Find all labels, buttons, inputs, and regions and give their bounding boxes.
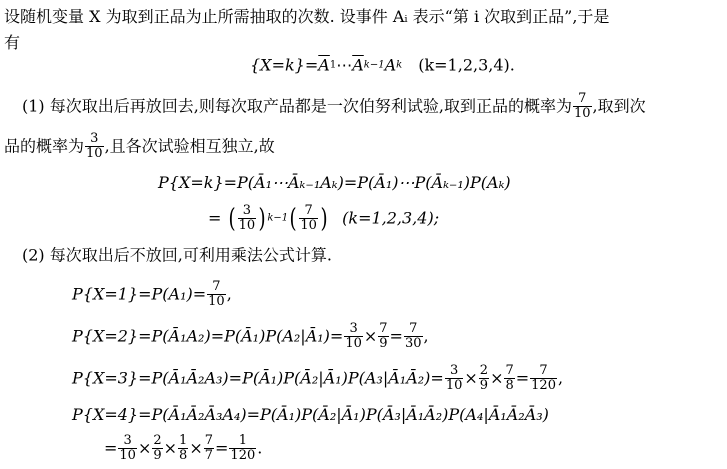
event-equation: $\{X=k\}=\overline{A}1\cdots\overline{A}k-1Ak$ (k=1,2,3,4). bbox=[250, 55, 515, 75]
intro-line-1: 设随机变量 X 为取到正品为止所需抽取的次数. 设事件 Aᵢ 表示“第 i 次取到正品”,于是 bbox=[4, 7, 610, 26]
part1-text-a: 每次取出后再放回去,则每次取产品都是一次伯努利试验,取到正品的概率为 bbox=[49, 96, 572, 116]
event-condition: (k=1,2,3,4). bbox=[418, 55, 515, 75]
x2-result-fraction: $\frac{7}{30}$ bbox=[404, 321, 422, 351]
event-abar-k: $\overline{A}$ bbox=[352, 55, 364, 75]
prob-x2-line: P{X=2}=P(Ā₁A₂)=P(Ā₁)P(A₂|Ā₁)= $\frac{3}{10}$ × $\frac{7}{9}$ = $\frac{7}{30}$ , bbox=[72, 321, 429, 351]
part1-line-a bbox=[22, 92, 646, 121]
x2-fraction-1: $\frac{3}{10}$ bbox=[345, 321, 362, 351]
x2-fraction-2: $\frac{7}{9}$ bbox=[379, 321, 388, 351]
part1-eq-2: = ( $\frac{3}{10}$ ) k−1( $\frac{7}{10}$ ) (k=1,2,3,4); bbox=[208, 203, 440, 234]
x3-fraction-3: $\frac{7}{8}$ bbox=[505, 363, 514, 393]
event-abar-1: $\overline{A}$ bbox=[318, 55, 330, 75]
eq2-condition: (k=1,2,3,4); bbox=[342, 208, 440, 228]
prob-x1-line: P{X=1}=P(A₁)= $\frac{7}{10}$ , bbox=[72, 279, 232, 309]
x1-fraction: $\frac{7}{10}$ bbox=[208, 279, 225, 309]
x4-fraction-1: $\frac{3}{10}$ bbox=[119, 433, 136, 463]
prob-x4-line-a: P{X=4}=P(Ā₁Ā₂Ā₃A₄)=P(Ā₁)P(Ā₂|Ā₁)P(Ā₃|Ā₁Ā₂)P(A₄|Ā₁Ā₂Ā₃) bbox=[72, 405, 549, 424]
event-lhs: {X=k}= bbox=[250, 55, 319, 75]
eq2-fraction-1: $\frac{3}{10}$ bbox=[238, 203, 256, 233]
part2-label: (2) bbox=[22, 245, 45, 265]
part1-label: (1) bbox=[22, 96, 45, 116]
part1-eq-1: P{X=k}=P(Ā₁⋯Āₖ₋₁Aₖ)=P(Ā₁)⋯P(Āₖ₋₁)P(Aₖ) bbox=[158, 173, 511, 192]
x4-fraction-3: $\frac{1}{8}$ bbox=[179, 433, 188, 463]
eq2-exponent: k−1 bbox=[267, 212, 289, 224]
part1-line-b bbox=[4, 132, 275, 161]
event-a-k: A bbox=[384, 55, 397, 75]
part1-text-c: 品的概率为 bbox=[4, 136, 85, 156]
prob-defect-fraction: $\frac{3}{10}$ bbox=[86, 131, 103, 161]
part1-text-b: ,取到次 bbox=[592, 96, 646, 116]
part2-text: 每次取出后不放回,可利用乘法公式计算. bbox=[49, 245, 332, 265]
x4-result-fraction: $\frac{1}{120}$ bbox=[230, 433, 256, 463]
intro-line-2: 有 bbox=[4, 33, 21, 52]
prob-x4-line-b: = $\frac{3}{10}$ × $\frac{2}{9}$ × $\frac{1}{8}$ × $\frac{7}{7}$ = $\frac{1}{120}$ . bbox=[104, 433, 263, 463]
x3-fraction-1: $\frac{3}{10}$ bbox=[445, 363, 463, 393]
x3-fraction-2: $\frac{2}{9}$ bbox=[479, 363, 489, 393]
x3-result-fraction: $\frac{7}{120}$ bbox=[531, 363, 556, 393]
prob-x3-line: P{X=3}=P(Ā₁Ā₂A₃)=P(Ā₁)P(Ā₂|Ā₁)P(A₃|Ā₁Ā₂)= $\frac{3}{10}$ × $\frac{2}{9}$ × $\frac{7}{8}$ = $\frac{7}{120}$ , bbox=[72, 363, 564, 393]
x4-fraction-4: $\frac{7}{7}$ bbox=[204, 433, 214, 463]
part1-text-d: ,且各次试验相互独立,故 bbox=[104, 136, 275, 156]
prob-good-fraction: $\frac{7}{10}$ bbox=[573, 91, 591, 121]
part2-line bbox=[22, 244, 332, 267]
x4-fraction-2: $\frac{2}{9}$ bbox=[153, 433, 162, 463]
eq2-fraction-2: $\frac{7}{10}$ bbox=[300, 203, 317, 233]
